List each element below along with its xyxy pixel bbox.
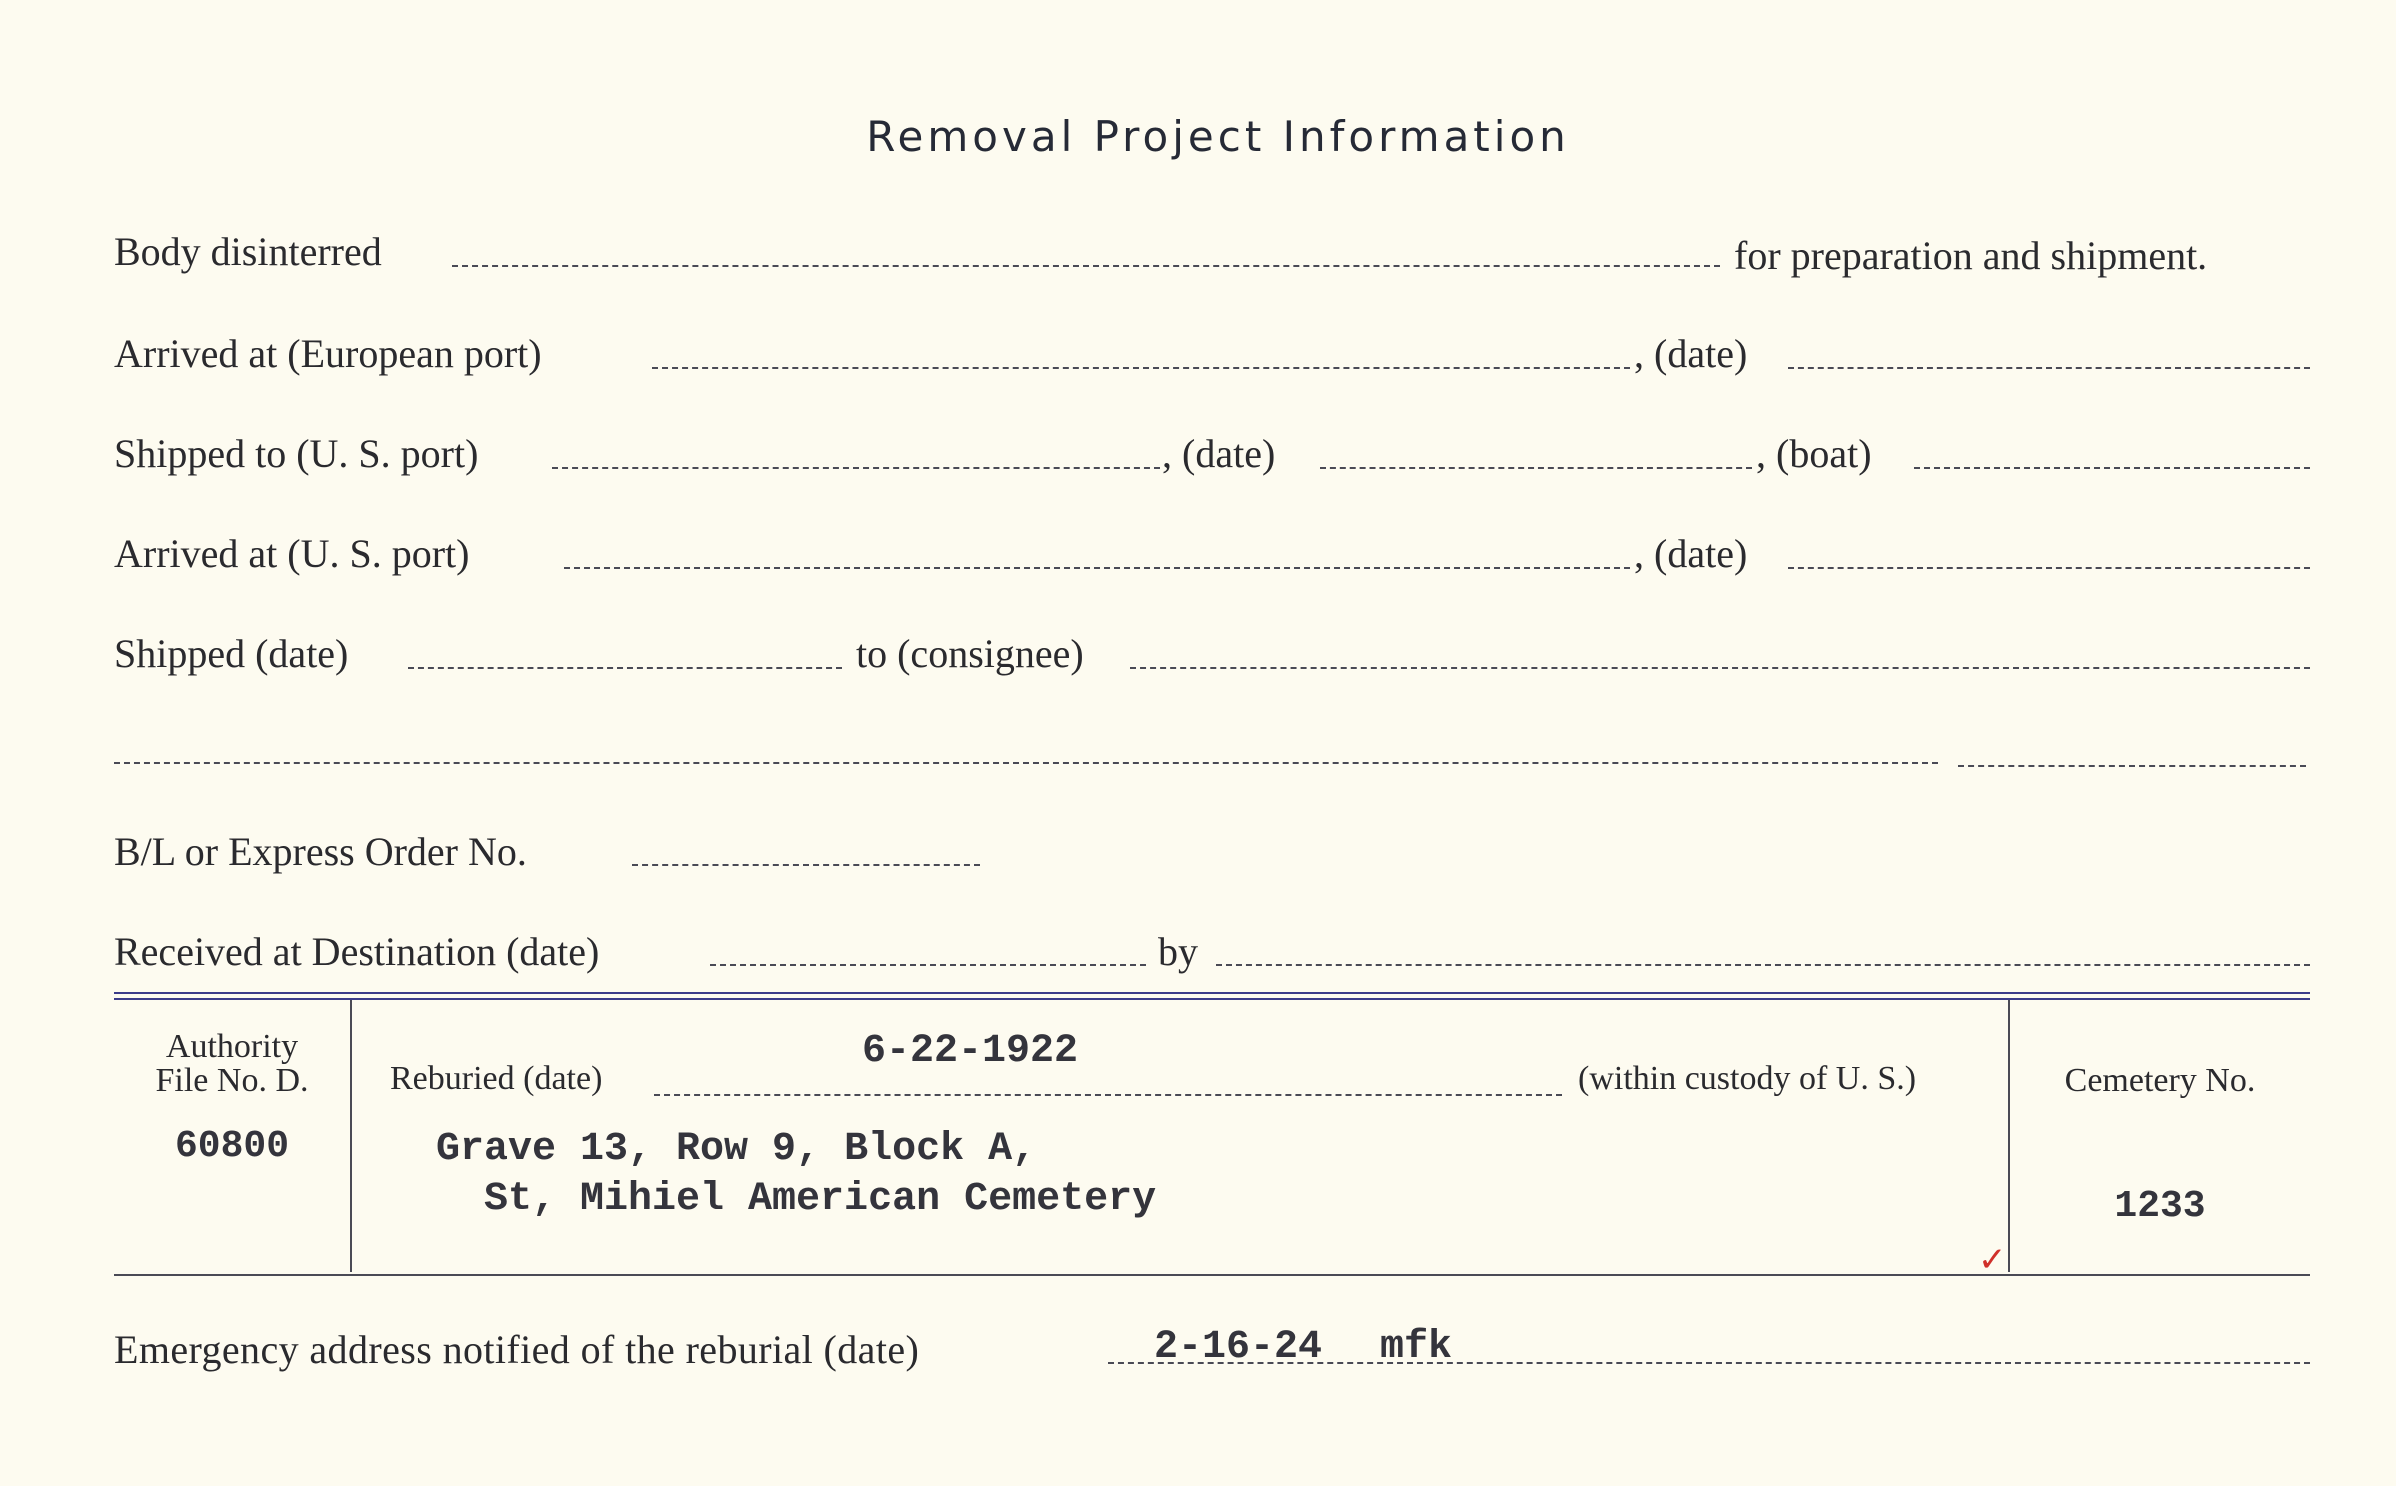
consignee-label: to (consignee) [856, 631, 1084, 676]
custody-label: (within custody of U. S.) [1578, 1060, 1917, 1097]
received-date-field [710, 964, 1146, 966]
reburied-label: Reburied (date) [390, 1060, 603, 1097]
box-divider-right [2008, 1000, 2010, 1272]
box-divider-left [350, 1000, 352, 1272]
shipped-us-label: Shipped to (U. S. port) [114, 431, 479, 476]
body-disinterred-field [452, 265, 1720, 267]
reburied-date-field [654, 1094, 1562, 1096]
shipped-date-field [408, 667, 842, 669]
file-no-label: File No. D. [155, 1062, 309, 1099]
received-by-label: by [1158, 929, 1198, 974]
arrived-us-date-field [1788, 567, 2310, 569]
received-by-field [1216, 964, 2310, 966]
authority-file-number: 60800 [174, 1125, 290, 1168]
box-top-rule-2 [114, 998, 2310, 1000]
bl-order-label: B/L or Express Order No. [114, 829, 527, 874]
shipped-us-field [552, 467, 1160, 469]
emergency-date-value: 2-16-24 [1154, 1325, 1323, 1370]
shipped-us-date-label: , (date) [1162, 431, 1276, 476]
grave-location-line2: St, Mihiel American Cemetery [484, 1177, 1157, 1222]
received-label: Received at Destination (date) [114, 929, 600, 974]
shipped-us-boat-label: , (boat) [1756, 431, 1872, 476]
grave-location-line1: Grave 13, Row 9, Block A, [436, 1127, 1037, 1172]
card-title: Removal Project Information [866, 112, 1570, 161]
shipped-us-date-field [1320, 467, 1752, 469]
emergency-label: Emergency address notified of the reburial (date) [114, 1327, 920, 1372]
reburied-date-value: 6-22-1922 [862, 1029, 1079, 1074]
consignee-field [1130, 667, 2310, 669]
arrived-european-label: Arrived at (European port) [114, 331, 542, 376]
box-bottom-rule [114, 1274, 2310, 1276]
arrived-us-field [564, 567, 1630, 569]
consignee-continuation-field-2 [1958, 765, 2306, 767]
shipment-suffix-label: for preparation and shipment. [1734, 233, 2208, 278]
check-mark-icon: ✓ [1978, 1240, 2007, 1280]
box-top-rule [114, 992, 2310, 994]
cemetery-label: Cemetery No. [2064, 1062, 2256, 1099]
authority-label: Authority [165, 1028, 299, 1065]
consignee-continuation-field [114, 762, 1938, 764]
arrived-us-label: Arrived at (U. S. port) [114, 531, 470, 576]
shipped-date-label: Shipped (date) [114, 631, 349, 676]
cemetery-number: 1233 [2114, 1185, 2206, 1228]
bl-order-field [632, 864, 980, 866]
body-disinterred-label: Body disinterred [114, 229, 382, 274]
shipped-us-boat-field [1914, 467, 2310, 469]
arrived-european-date-field [1788, 367, 2310, 369]
arrived-european-date-label: , (date) [1634, 331, 1748, 376]
emergency-initials: mfk [1380, 1325, 1453, 1370]
arrived-us-date-label: , (date) [1634, 531, 1748, 576]
arrived-european-field [652, 367, 1630, 369]
